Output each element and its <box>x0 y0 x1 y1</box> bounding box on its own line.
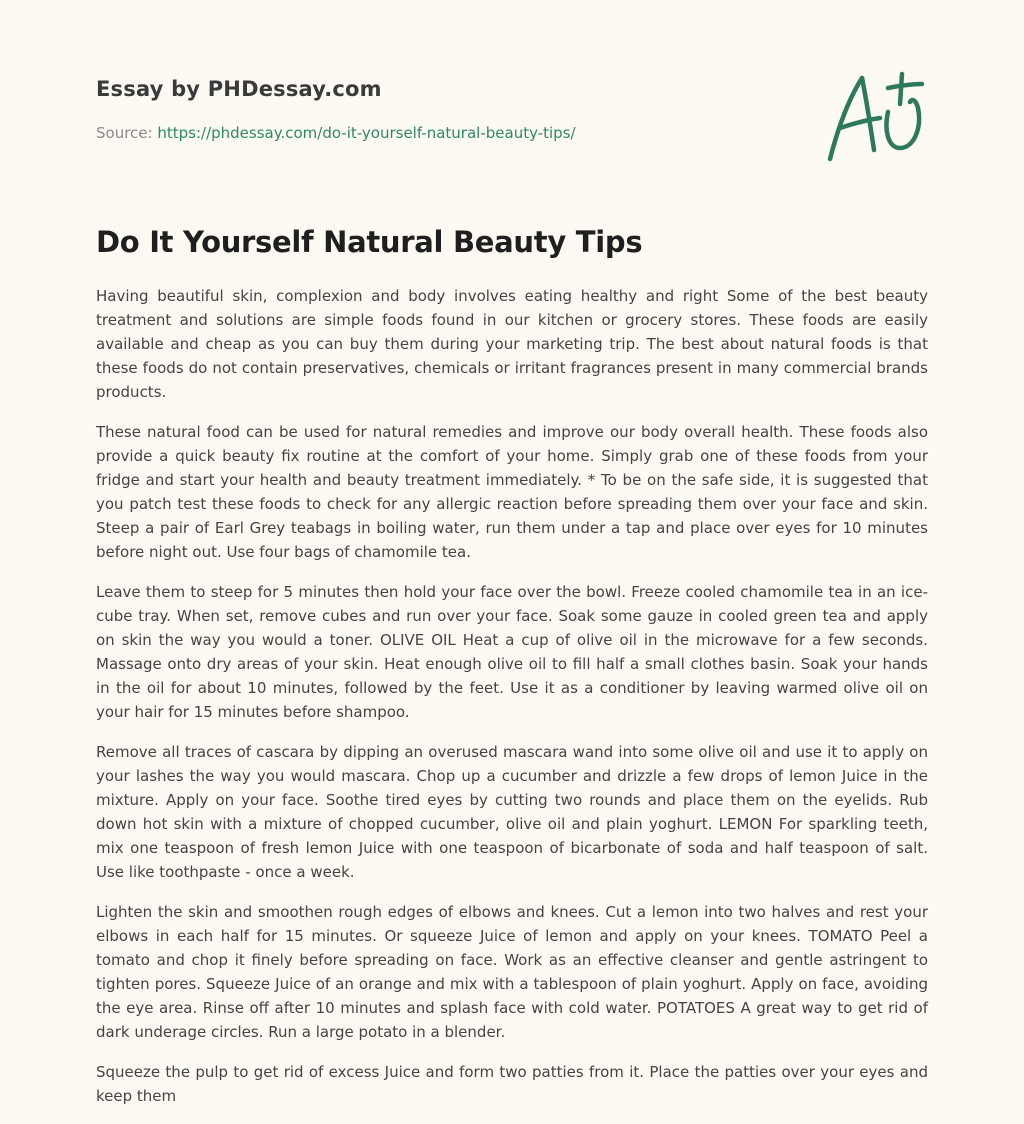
site-brand: Essay by PHDessay.com <box>96 77 382 101</box>
paragraph: Remove all traces of cascara by dipping an overused mascara wand into some olive oil and use it to apply on your lashes the way you would mascara. Chop up a cucumber and drizzle a few drops of lemon Juice in the mixture. Apply on your face. Soothe tired eyes by cutting two rounds and place them on the eyelids. Rub down hot skin with a mixture of chopped cucumber, olive oil and plain yoghurt. LEMON For sparkling teeth, mix one teaspoon of fresh lemon Juice with one teaspoon of bicarbonate of soda and half teaspoon of salt. Use like toothpaste - once a week. <box>96 743 928 881</box>
source-line <box>96 124 576 142</box>
essay-title: Do It Yourself Natural Beauty Tips <box>96 225 643 259</box>
essay-body <box>96 284 928 1124</box>
paragraph: Leave them to steep for 5 minutes then hold your face over the bowl. Freeze cooled chamomile tea in an ice-cube tray. When set, remove cubes and run over your face. Soak some gauze in cooled green tea and apply on skin the way you would a toner. OLIVE OIL Heat a cup of olive oil in the microwave for a few seconds. Massage onto dry areas of your skin. Heat enough olive oil to fill half a small clothes basin. Soak your hands in the oil for about 10 minutes, followed by the feet. Use it as a conditioner by leaving warmed olive oil on your hair for 15 minutes before shampoo. <box>96 583 928 721</box>
a-plus-grade-icon <box>822 68 926 164</box>
paragraph: Lighten the skin and smoothen rough edges of elbows and knees. Cut a lemon into two halves and rest your elbows in each half for 15 minutes. Or squeeze Juice of lemon and apply on your knees. TOMATO Peel a tomato and chop it finely before spreading on face. Work as an effective cleanser and gentle astringent to tighten pores. Squeeze Juice of an orange and mix with a tablespoon of plain yoghurt. Apply on face, avoiding the eye area. Rinse off after 10 minutes and splash face with cold water. POTATOES A great way to get rid of dark underage circles. Run a large potato in a blender. <box>96 903 928 1041</box>
source-label: Source: <box>96 124 153 142</box>
paragraph: Squeeze the pulp to get rid of excess Juice and form two patties from it. Place the patties over your eyes and keep them <box>96 1063 928 1105</box>
paragraph: These natural food can be used for natural remedies and improve our body overall health. These foods also provide a quick beauty fix routine at the comfort of your home. Simply grab one of these foods from your fridge and start your health and beauty treatment immediately. * To be on the safe side, it is suggested that you patch test these foods to check for any allergic reaction before spreading them over your face and skin. Steep a pair of Earl Grey teabags in boiling water, run them under a tap and place over eyes for 10 minutes before night out. Use four bags of chamomile tea. <box>96 423 928 561</box>
paragraph: Having beautiful skin, complexion and body involves eating healthy and right Some of the best beauty treatment and solutions are simple foods found in our kitchen or grocery stores. These foods are easily available and cheap as you can buy them during your marketing trip. The best about natural foods is that these foods do not contain preservatives, chemicals or irritant fragrances present in many commercial brands products. <box>96 287 928 401</box>
source-link[interactable]: https://phdessay.com/do-it-yourself-natural-beauty-tips/ <box>157 124 576 142</box>
